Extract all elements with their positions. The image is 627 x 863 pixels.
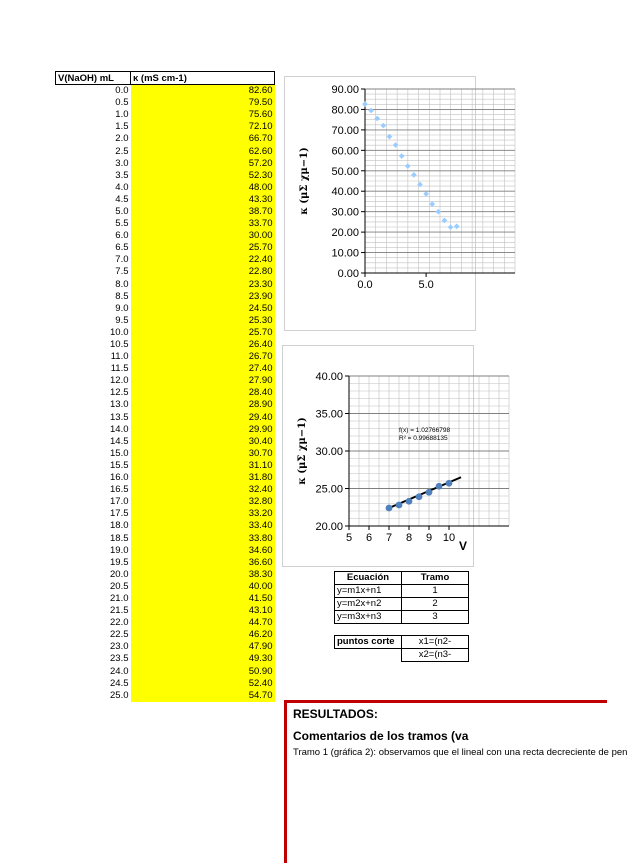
volume-cell[interactable]: 4.5: [115, 193, 129, 205]
volume-cell[interactable]: 19.0: [110, 544, 129, 556]
volume-cell[interactable]: 7.5: [115, 266, 129, 278]
table-row: [56, 496, 275, 508]
data-point: [374, 116, 380, 122]
volume-cell[interactable]: 16.0: [110, 472, 129, 484]
conductivity-cell[interactable]: 32.80: [131, 496, 275, 508]
volume-cell[interactable]: 6.0: [115, 230, 129, 242]
conductivity-cell[interactable]: 62.60: [131, 145, 275, 157]
table-row: [56, 291, 275, 303]
eq-cell[interactable]: y=m2x+n2: [335, 598, 402, 611]
volume-cell[interactable]: 9.5: [115, 314, 129, 326]
table-row: [56, 339, 275, 351]
conductivity-cell[interactable]: 29.40: [131, 412, 275, 424]
conductivity-cell[interactable]: 23.90: [131, 291, 275, 303]
table-row: [56, 242, 275, 254]
data-point: [381, 123, 387, 129]
volume-cell[interactable]: 20.0: [110, 568, 129, 580]
conductivity-cell[interactable]: 47.90: [131, 641, 275, 653]
volume-cell[interactable]: 11.5: [110, 363, 129, 375]
data-point: [429, 201, 435, 207]
results-subtitle: Comentarios de los tramos (va: [293, 729, 469, 743]
volume-cell[interactable]: 21.0: [110, 592, 129, 604]
table-row: [56, 484, 275, 496]
conductivity-cell[interactable]: 30.00: [131, 230, 275, 242]
conductivity-cell[interactable]: 41.50: [131, 593, 275, 605]
tramo-cell[interactable]: 1: [402, 585, 469, 598]
conductivity-cell[interactable]: 22.40: [131, 254, 275, 266]
data-point: [423, 191, 429, 197]
table-row: [56, 557, 275, 569]
data-point: [454, 224, 460, 230]
data-point: [436, 209, 442, 215]
table-row: [56, 653, 275, 665]
data-point: [393, 142, 399, 148]
data-point: [426, 489, 433, 496]
volume-cell[interactable]: 12.0: [110, 375, 129, 387]
x-tick-label: 5.0: [418, 279, 434, 291]
conductivity-cell[interactable]: 38.70: [131, 206, 275, 218]
conductivity-cell[interactable]: 25.30: [131, 315, 275, 327]
conductivity-cell[interactable]: 54.70: [131, 690, 275, 702]
data-point: [396, 502, 403, 509]
conductivity-cell[interactable]: 43.10: [131, 605, 275, 617]
table-row: [56, 460, 275, 472]
conductivity-cell[interactable]: 28.90: [131, 399, 275, 411]
y-tick-label: 90.00: [331, 84, 359, 96]
table-row: [56, 545, 275, 557]
equation-table: [334, 571, 469, 624]
volume-cell[interactable]: 7.0: [115, 254, 129, 266]
conductivity-cell[interactable]: 82.60: [131, 85, 275, 98]
conductivity-cell[interactable]: 24.50: [131, 303, 275, 315]
table-row: [56, 508, 275, 520]
table-row: [56, 436, 275, 448]
empty-cell: [335, 649, 402, 662]
table-row: [56, 109, 275, 121]
conductivity-cell[interactable]: 50.90: [131, 666, 275, 678]
y-tick-label: 0.00: [337, 268, 359, 280]
conductivity-cell[interactable]: 40.00: [131, 581, 275, 593]
conductivity-cell[interactable]: 28.40: [131, 387, 275, 399]
x-axis-label: V: [459, 539, 468, 553]
conductivity-cell[interactable]: 31.80: [131, 472, 275, 484]
x-tick-label: 5: [345, 532, 353, 544]
conductivity-cell[interactable]: 27.90: [131, 375, 275, 387]
volume-cell[interactable]: 3.5: [115, 169, 129, 181]
x-tick-label: 8: [405, 532, 413, 544]
y-tick-label: 30.00: [315, 446, 343, 458]
conductivity-cell[interactable]: 25.70: [131, 327, 275, 339]
volume-cell[interactable]: 1.5: [115, 121, 129, 133]
table-row: [56, 666, 275, 678]
volume-cell[interactable]: 17.5: [110, 508, 129, 520]
conductivity-cell[interactable]: 49.30: [131, 653, 275, 665]
eq-cell[interactable]: y=m1x+n1: [335, 585, 402, 598]
table-row: [56, 279, 275, 291]
data-point: [417, 182, 423, 188]
y-tick-label: 35.00: [315, 408, 343, 421]
data-point: [362, 101, 368, 107]
table-row: [56, 121, 275, 133]
conductivity-cell[interactable]: 43.30: [131, 194, 275, 206]
conductivity-cell[interactable]: 23.30: [131, 279, 275, 291]
y-tick-label: 20.00: [315, 521, 343, 533]
chart-conductivity-segment[interactable]: [282, 345, 474, 567]
conductivity-cell[interactable]: 52.40: [131, 678, 275, 690]
conductivity-cell[interactable]: 30.70: [131, 448, 275, 460]
conductivity-cell[interactable]: 30.40: [131, 436, 275, 448]
volume-cell[interactable]: 0.0: [115, 85, 129, 97]
volume-cell[interactable]: 10.0: [110, 326, 129, 338]
conductivity-cell[interactable]: 32.40: [131, 484, 275, 496]
table-row: [56, 448, 275, 460]
volume-cell[interactable]: 5.0: [115, 205, 129, 217]
col-header-conductivity[interactable]: κ (mS cm-1): [131, 72, 275, 85]
conductivity-cell[interactable]: 38.30: [131, 569, 275, 581]
volume-cell[interactable]: 21.5: [110, 605, 129, 617]
eq-header-ecuacion[interactable]: Ecuación: [335, 572, 402, 585]
volume-cell[interactable]: 17.0: [110, 496, 129, 508]
tramo-cell[interactable]: 3: [402, 611, 469, 624]
tramo-cell[interactable]: 2: [402, 598, 469, 611]
conductivity-cell[interactable]: 33.20: [131, 508, 275, 520]
volume-cell[interactable]: 11.0: [110, 351, 129, 363]
table-row: [56, 629, 275, 641]
y-tick-label: 20.00: [331, 227, 359, 240]
conductivity-cell[interactable]: 34.60: [131, 545, 275, 557]
conductivity-cell[interactable]: 46.20: [131, 629, 275, 641]
y-tick-label: 10.00: [331, 247, 359, 260]
y-tick-label: 60.00: [331, 145, 359, 158]
col-header-volume[interactable]: V(NaOH) mL: [56, 72, 131, 85]
data-point: [436, 483, 443, 490]
eq-header-tramo[interactable]: Tramo: [402, 572, 469, 585]
table-row: [56, 520, 275, 532]
volume-cell[interactable]: 19.5: [110, 556, 129, 568]
table-row: [56, 351, 275, 363]
table-row: [56, 569, 275, 581]
x-tick-label: 10: [442, 532, 456, 544]
volume-cell[interactable]: 14.0: [110, 423, 129, 435]
table-row: [56, 218, 275, 230]
conductivity-cell[interactable]: 66.70: [131, 133, 275, 145]
volume-cell[interactable]: 22.5: [110, 629, 129, 641]
y-axis-label: κ (μΣ χμ−1): [299, 147, 310, 215]
volume-cell[interactable]: 18.0: [110, 520, 129, 532]
y-tick-label: 40.00: [331, 186, 359, 199]
conductivity-cell[interactable]: 33.80: [131, 532, 275, 544]
results-title: RESULTADOS:: [293, 707, 378, 721]
table-row: [56, 206, 275, 218]
volume-cell[interactable]: 25.0: [110, 689, 129, 701]
data-point: [448, 224, 454, 230]
data-point: [442, 218, 448, 224]
conductivity-cell[interactable]: 26.40: [131, 339, 275, 351]
volume-cell[interactable]: 10.5: [110, 339, 129, 351]
cut-point-x1[interactable]: x1=(n2-: [402, 636, 469, 649]
volume-cell[interactable]: 24.0: [110, 665, 129, 677]
conductivity-cell[interactable]: 48.00: [131, 182, 275, 194]
table-row: [56, 532, 275, 544]
volume-cell[interactable]: 0.5: [115, 97, 129, 109]
x-tick-label: 7: [385, 532, 393, 544]
volume-cell[interactable]: 13.5: [110, 411, 129, 423]
volume-cell[interactable]: 20.5: [110, 580, 129, 592]
conductivity-cell[interactable]: 25.70: [131, 242, 275, 254]
conductivity-cell[interactable]: 22.80: [131, 266, 275, 278]
table-row: [56, 375, 275, 387]
chart-2-svg: [283, 346, 473, 566]
conductivity-cell[interactable]: 72.10: [131, 121, 275, 133]
table-row: [56, 303, 275, 315]
volume-cell[interactable]: 5.5: [115, 218, 129, 230]
eq-cell[interactable]: y=m3x+n3: [335, 611, 402, 624]
table-row: [56, 315, 275, 327]
trend-equation: f(x) = 1.02766798: [399, 427, 451, 434]
table-row: [56, 85, 275, 98]
table-row: [56, 194, 275, 206]
volume-cell[interactable]: 16.5: [110, 484, 129, 496]
volume-cell[interactable]: 12.5: [110, 387, 129, 399]
table-row: [56, 605, 275, 617]
y-tick-label: 70.00: [331, 124, 359, 137]
data-table-body: [56, 85, 275, 702]
volume-cell[interactable]: 3.0: [115, 157, 129, 169]
data-table: [55, 71, 275, 702]
conductivity-cell[interactable]: 52.30: [131, 170, 275, 182]
table-row: [56, 97, 275, 109]
volume-cell[interactable]: 24.5: [110, 677, 129, 689]
conductivity-cell[interactable]: 75.60: [131, 109, 275, 121]
table-row: [56, 254, 275, 266]
table-row: [56, 266, 275, 278]
volume-cell[interactable]: 23.0: [110, 641, 129, 653]
results-box: [284, 700, 627, 863]
conductivity-cell[interactable]: 33.40: [131, 520, 275, 532]
table-row: [56, 182, 275, 194]
results-paragraph: Tramo 1 (gráfica 2): observamos que el lineal con una recta decreciente de pen: [293, 747, 627, 758]
y-tick-label: 80.00: [331, 104, 359, 117]
volume-cell[interactable]: 1.0: [115, 109, 129, 121]
y-tick-label: 30.00: [331, 206, 359, 219]
conductivity-cell[interactable]: 44.70: [131, 617, 275, 629]
data-point: [416, 493, 423, 500]
table-row: [56, 230, 275, 242]
table-row: [56, 133, 275, 145]
table-row: [56, 424, 275, 436]
data-point: [399, 153, 405, 159]
chart-conductivity-full[interactable]: [284, 76, 476, 331]
volume-cell[interactable]: 8.5: [115, 290, 129, 302]
data-point: [411, 172, 417, 178]
table-row: [56, 690, 275, 702]
conductivity-cell[interactable]: 36.60: [131, 557, 275, 569]
data-point: [405, 163, 411, 169]
volume-cell[interactable]: 22.0: [110, 617, 129, 629]
conductivity-cell[interactable]: 27.40: [131, 363, 275, 375]
table-row: [56, 412, 275, 424]
volume-cell[interactable]: 9.0: [115, 302, 129, 314]
volume-cell[interactable]: 2.0: [115, 133, 129, 145]
data-point: [387, 134, 393, 140]
table-row: [56, 399, 275, 411]
table-row: [56, 387, 275, 399]
conductivity-cell[interactable]: 57.20: [131, 158, 275, 170]
x-tick-label: 0.0: [357, 279, 373, 291]
y-tick-label: 40.00: [315, 371, 343, 383]
x-tick-label: 6: [365, 532, 373, 544]
table-row: [56, 641, 275, 653]
volume-cell[interactable]: 13.0: [110, 399, 129, 411]
table-row: [56, 170, 275, 182]
conductivity-cell[interactable]: 26.70: [131, 351, 275, 363]
volume-cell[interactable]: 15.5: [110, 459, 129, 471]
volume-cell[interactable]: 6.5: [115, 242, 129, 254]
data-point: [446, 480, 453, 487]
volume-cell[interactable]: 2.5: [115, 145, 129, 157]
table-row: [56, 581, 275, 593]
y-axis-label: κ (μΣ χμ−1): [297, 417, 308, 485]
volume-cell[interactable]: 23.5: [110, 653, 129, 665]
chart-1-svg: [285, 77, 475, 330]
x-tick-label: 9: [425, 532, 433, 544]
volume-cell[interactable]: 8.0: [115, 278, 129, 290]
cut-points-table: [334, 635, 469, 662]
volume-cell[interactable]: 18.5: [110, 532, 129, 544]
y-tick-label: 25.00: [315, 483, 343, 496]
conductivity-cell[interactable]: 33.70: [131, 218, 275, 230]
volume-cell[interactable]: 4.0: [115, 181, 129, 193]
table-row: [56, 363, 275, 375]
conductivity-cell[interactable]: 31.10: [131, 460, 275, 472]
table-row: [56, 593, 275, 605]
table-row: [56, 617, 275, 629]
table-row: [56, 145, 275, 157]
volume-cell[interactable]: 15.0: [110, 447, 129, 459]
table-row: [56, 678, 275, 690]
data-point: [368, 108, 374, 114]
table-row: [56, 158, 275, 170]
conductivity-cell[interactable]: 29.90: [131, 424, 275, 436]
data-point: [406, 498, 413, 505]
table-row: [56, 327, 275, 339]
y-tick-label: 50.00: [331, 165, 359, 178]
data-point: [386, 505, 393, 512]
trend-r2: R² = 0.99688135: [399, 435, 448, 442]
volume-cell[interactable]: 14.5: [110, 435, 129, 447]
cut-points-label[interactable]: puntos corte: [335, 636, 402, 649]
header-row: [56, 72, 275, 85]
conductivity-cell[interactable]: 79.50: [131, 97, 275, 109]
table-row: [56, 472, 275, 484]
cut-point-x2[interactable]: x2=(n3-: [402, 649, 469, 662]
